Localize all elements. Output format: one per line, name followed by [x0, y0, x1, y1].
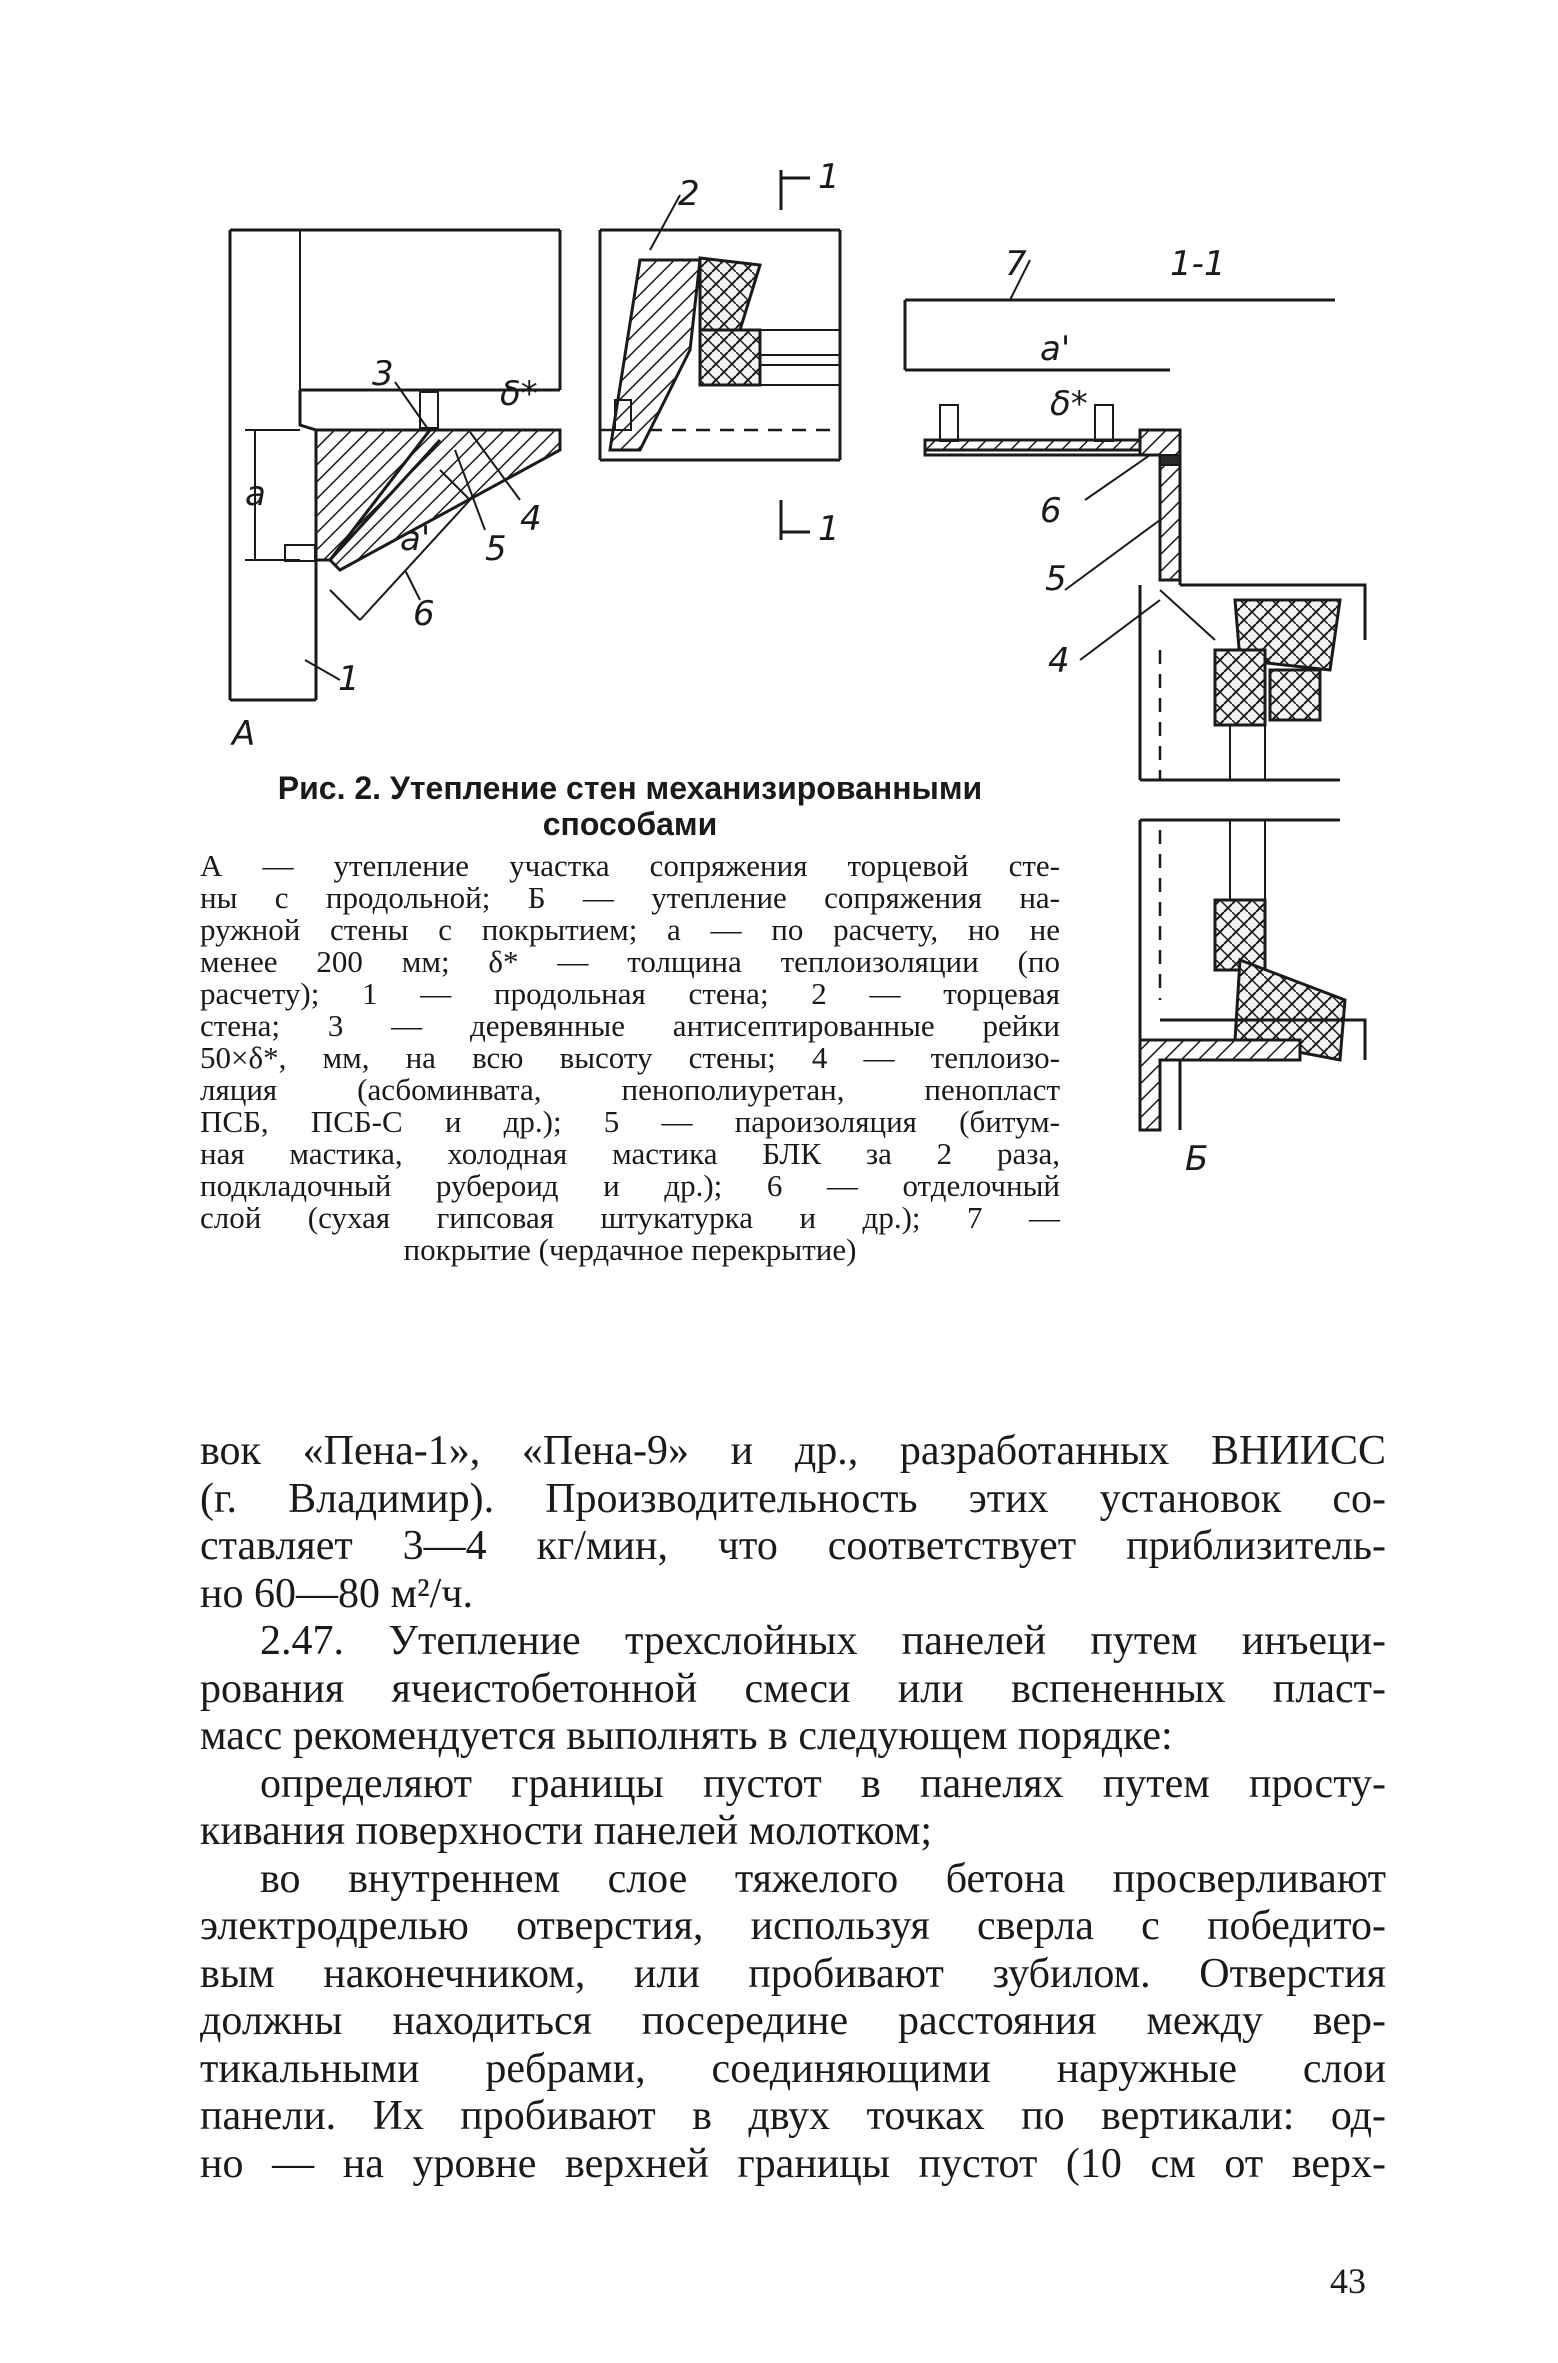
label-5: 5: [485, 529, 507, 569]
body-line: рования ячеистобетонной смеси или вспененных пласт-: [200, 1665, 1386, 1712]
label-section-top: 1: [818, 157, 840, 197]
caption-line: подкладочный рубероид и др.); 6 — отделочный: [200, 1168, 1060, 1203]
body-line: тикальными ребрами, соединяющими наружные слои: [200, 2045, 1386, 2092]
label-delta: δ*: [500, 374, 538, 414]
figure-caption: [200, 770, 1060, 1266]
caption-line: 50×δ*, мм, на всю высоту стены; 4 — теплоизо-: [200, 1040, 1060, 1075]
body-line: ставляет 3—4 кг/мин, что соответствует приблизитель-: [200, 1523, 1386, 1569]
label-delta-b: δ*: [1050, 384, 1088, 424]
caption-title: [200, 770, 1060, 842]
caption-line: покрытие (чердачное перекрытие): [403, 1232, 857, 1267]
label-panel-a: А: [232, 714, 256, 754]
panel-a-window-drawing: [600, 157, 840, 549]
caption-body: [200, 850, 1060, 1266]
label-7: 7: [1005, 244, 1027, 284]
label-3: 3: [372, 354, 394, 394]
label-a: а: [245, 474, 266, 514]
caption-line: менее 200 мм; δ* — толщина теплоизоляции (по: [200, 944, 1060, 979]
caption-line: ляция (асбоминвата, пенополиуретан, пенопласт: [200, 1072, 1060, 1107]
label-1: 1: [338, 659, 360, 699]
page-number: 43: [1330, 2261, 1366, 2301]
label-section-bottom: 1: [818, 509, 840, 549]
caption-line: ны с продольной; Б — утепление сопряжения на-: [200, 880, 1060, 915]
label-4: 4: [520, 499, 542, 539]
body-line: но — на уровне верхней границы пустот (10 см от верх-: [200, 2140, 1386, 2187]
body-line: кивания поверхности панелей молотком;: [200, 1808, 933, 1854]
label-a-prime-b: а': [1040, 329, 1071, 369]
body-line: электродрелью отверстия, используя сверла с победито-: [200, 1903, 1386, 1949]
body-line: масс рекомендуется выполнять в следующем порядке:: [200, 1713, 1173, 1759]
caption-line: стена; 3 — деревянные антисептированные рейки: [200, 1008, 1060, 1043]
label-a-prime: а': [400, 519, 431, 559]
body-line: должны находиться посередине расстояния между вер-: [200, 1998, 1386, 2044]
panel-b-upper-drawing: [905, 244, 1365, 780]
body-line: но 60—80 м²/ч.: [200, 1570, 473, 1617]
label-4-b: 4: [1048, 641, 1070, 681]
caption-line: слой (сухая гипсовая штукатурка и др.); 7 —: [200, 1200, 1060, 1235]
body-line: 2.47. Утепление трехслойных панелей путем инъеци-: [260, 1618, 1386, 1664]
caption-line: ная мастика, холодная мастика БЛК за 2 раза,: [200, 1136, 1060, 1171]
caption-line: расчету); 1 — продольная стена; 2 — торцевая: [200, 976, 1060, 1011]
label-section-title: 1-1: [1170, 244, 1226, 284]
caption-line: А — утепление участка сопряжения торцевой сте-: [200, 848, 1060, 883]
caption-line: ружной стены с покрытием; а — по расчету, но не: [200, 912, 1060, 947]
body-line: (г. Владимир). Производительность этих установок со-: [200, 1475, 1386, 1522]
body-line: вок «Пена-1», «Пена-9» и др., разработанных ВНИИСС: [200, 1428, 1386, 1474]
caption-title-line: способами: [542, 806, 718, 842]
panel-b-lower-drawing: [1140, 820, 1365, 1179]
body-line: панели. Их пробивают в двух точках по вертикали: од-: [200, 2093, 1386, 2139]
caption-title-line: Рис. 2. Утепление стен механизированными: [277, 770, 983, 806]
body-line: во внутреннем слое тяжелого бетона просверливают: [260, 1855, 1386, 1902]
label-6-b: 6: [1040, 491, 1062, 531]
label-6: 6: [413, 594, 435, 634]
label-panel-b: Б: [1185, 1139, 1209, 1179]
panel-a-drawing: [230, 230, 560, 754]
caption-line: ПСБ, ПСБ-С и др.); 5 — пароизоляция (битум-: [200, 1104, 1060, 1139]
body-line: определяют границы пустот в панелях путем просту-: [260, 1760, 1386, 1807]
label-2: 2: [678, 174, 700, 214]
body-text: [200, 1428, 1386, 2188]
body-line: вым наконечником, или пробивают зубилом. Отверстия: [200, 1950, 1386, 1997]
label-5-b: 5: [1045, 559, 1067, 599]
